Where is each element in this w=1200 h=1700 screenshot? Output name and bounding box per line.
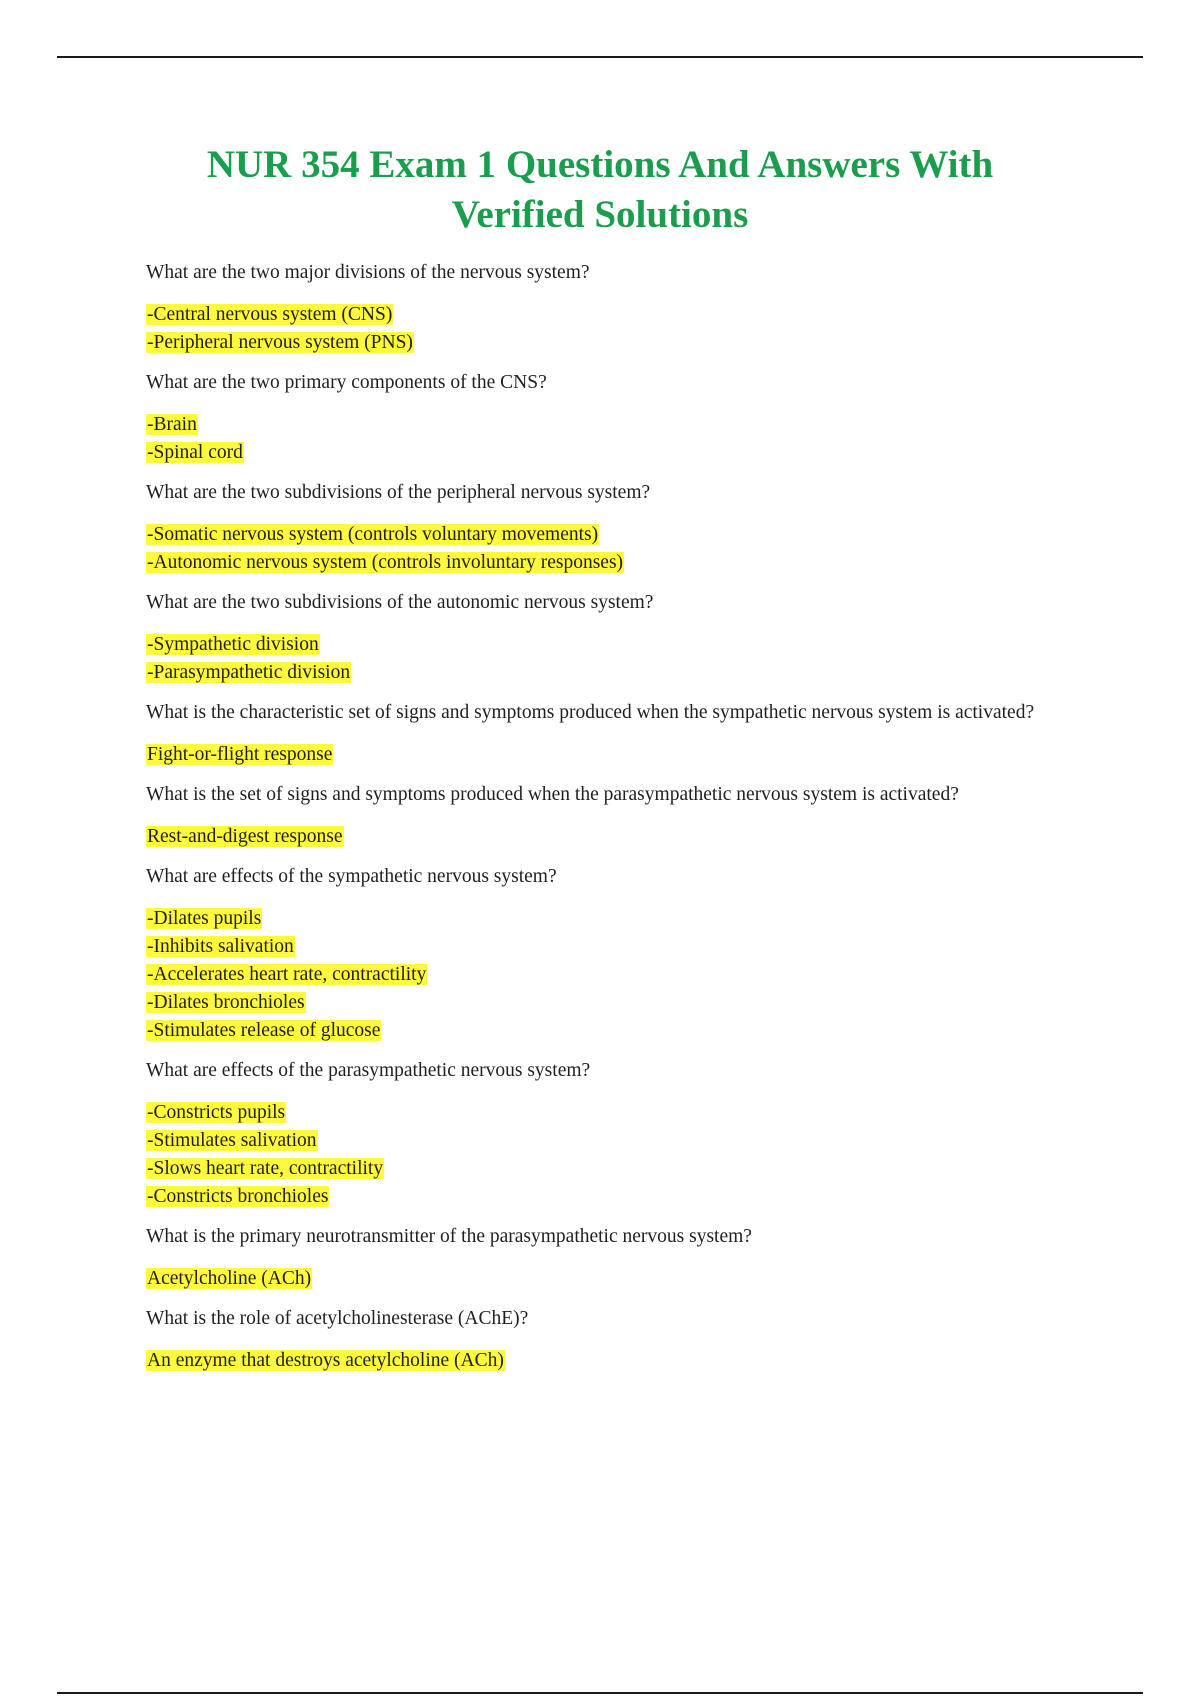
answer-block — [146, 1347, 1076, 1375]
answer-line — [146, 823, 1076, 851]
highlighted-answer: -Dilates pupils — [147, 908, 262, 929]
answer-line — [146, 1347, 1076, 1375]
qa-item — [146, 780, 1076, 851]
answer-line — [146, 329, 1076, 357]
answer-block — [146, 411, 1076, 467]
highlighted-answer: -Brain — [147, 414, 197, 435]
highlighted-answer: -Peripheral nervous system (PNS) — [147, 332, 413, 353]
highlighted-answer: -Stimulates salivation — [147, 1130, 317, 1151]
answer-line — [146, 301, 1076, 329]
highlighted-answer: -Autonomic nervous system (controls involuntary responses) — [147, 552, 624, 573]
title-line-2: Verified Solutions — [451, 193, 749, 236]
answer-line — [146, 411, 1076, 439]
qa-item — [146, 258, 1076, 357]
question-text: What are effects of the parasympathetic nervous system? — [146, 1060, 591, 1081]
answer-line — [146, 1183, 1076, 1211]
answer-line — [146, 631, 1076, 659]
answer-line — [146, 439, 1076, 467]
question-text: What is the characteristic set of signs and symptoms produced when the sympathetic nervous system is activated? — [146, 702, 1035, 723]
document-title — [100, 140, 1100, 240]
highlighted-answer: Fight-or-flight response — [147, 744, 333, 765]
answer-line — [146, 933, 1076, 961]
qa-list — [146, 258, 1076, 1386]
answer-line — [146, 1155, 1076, 1183]
highlighted-answer: -Spinal cord — [147, 442, 243, 463]
answer-line — [146, 1099, 1076, 1127]
answer-block — [146, 823, 1076, 851]
answer-line — [146, 1127, 1076, 1155]
question-text: What are effects of the sympathetic nervous system? — [146, 866, 557, 887]
qa-item — [146, 862, 1076, 1045]
highlighted-answer: -Central nervous system (CNS) — [147, 304, 393, 325]
question-text: What is the role of acetylcholinesterase (AChE)? — [146, 1308, 529, 1329]
highlighted-answer: -Stimulates release of glucose — [147, 1020, 381, 1041]
answer-block — [146, 1265, 1076, 1293]
qa-item — [146, 1222, 1076, 1293]
question-text: What are the two primary components of the CNS? — [146, 372, 547, 393]
question-text: What are the two subdivisions of the peripheral nervous system? — [146, 482, 651, 503]
highlighted-answer: -Accelerates heart rate, contractility — [147, 964, 427, 985]
qa-item — [146, 1304, 1076, 1375]
question-text: What is the primary neurotransmitter of the parasympathetic nervous system? — [146, 1226, 752, 1247]
question-text: What are the two major divisions of the nervous system? — [146, 262, 590, 283]
highlighted-answer: An enzyme that destroys acetylcholine (ACh) — [147, 1350, 504, 1371]
qa-item — [146, 1056, 1076, 1211]
answer-line — [146, 659, 1076, 687]
answer-block — [146, 521, 1076, 577]
answer-line — [146, 1265, 1076, 1293]
answer-block — [146, 301, 1076, 357]
answer-line — [146, 741, 1076, 769]
answer-line — [146, 989, 1076, 1017]
highlighted-answer: -Sympathetic division — [147, 634, 319, 655]
highlighted-answer: Rest-and-digest response — [147, 826, 343, 847]
qa-item — [146, 368, 1076, 467]
answer-block — [146, 905, 1076, 1045]
highlighted-answer: -Somatic nervous system (controls voluntary movements) — [147, 524, 599, 545]
highlighted-answer: -Slows heart rate, contractility — [147, 1158, 384, 1179]
answer-block — [146, 1099, 1076, 1211]
answer-line — [146, 905, 1076, 933]
highlighted-answer: -Dilates bronchioles — [147, 992, 305, 1013]
answer-line — [146, 521, 1076, 549]
qa-item — [146, 698, 1076, 769]
bottom-rule — [57, 1692, 1143, 1694]
highlighted-answer: -Constricts pupils — [147, 1102, 286, 1123]
question-text: What is the set of signs and symptoms produced when the parasympathetic nervous system is activated? — [146, 784, 959, 805]
answer-line — [146, 961, 1076, 989]
top-rule — [57, 56, 1143, 58]
answer-line — [146, 1017, 1076, 1045]
highlighted-answer: -Constricts bronchioles — [147, 1186, 329, 1207]
highlighted-answer: -Inhibits salivation — [147, 936, 294, 957]
answer-line — [146, 549, 1076, 577]
highlighted-answer: -Parasympathetic division — [147, 662, 351, 683]
title-line-1: NUR 354 Exam 1 Questions And Answers With — [206, 143, 994, 186]
qa-item — [146, 588, 1076, 687]
highlighted-answer: Acetylcholine (ACh) — [147, 1268, 312, 1289]
question-text: What are the two subdivisions of the autonomic nervous system? — [146, 592, 654, 613]
answer-block — [146, 741, 1076, 769]
qa-item — [146, 478, 1076, 577]
answer-block — [146, 631, 1076, 687]
